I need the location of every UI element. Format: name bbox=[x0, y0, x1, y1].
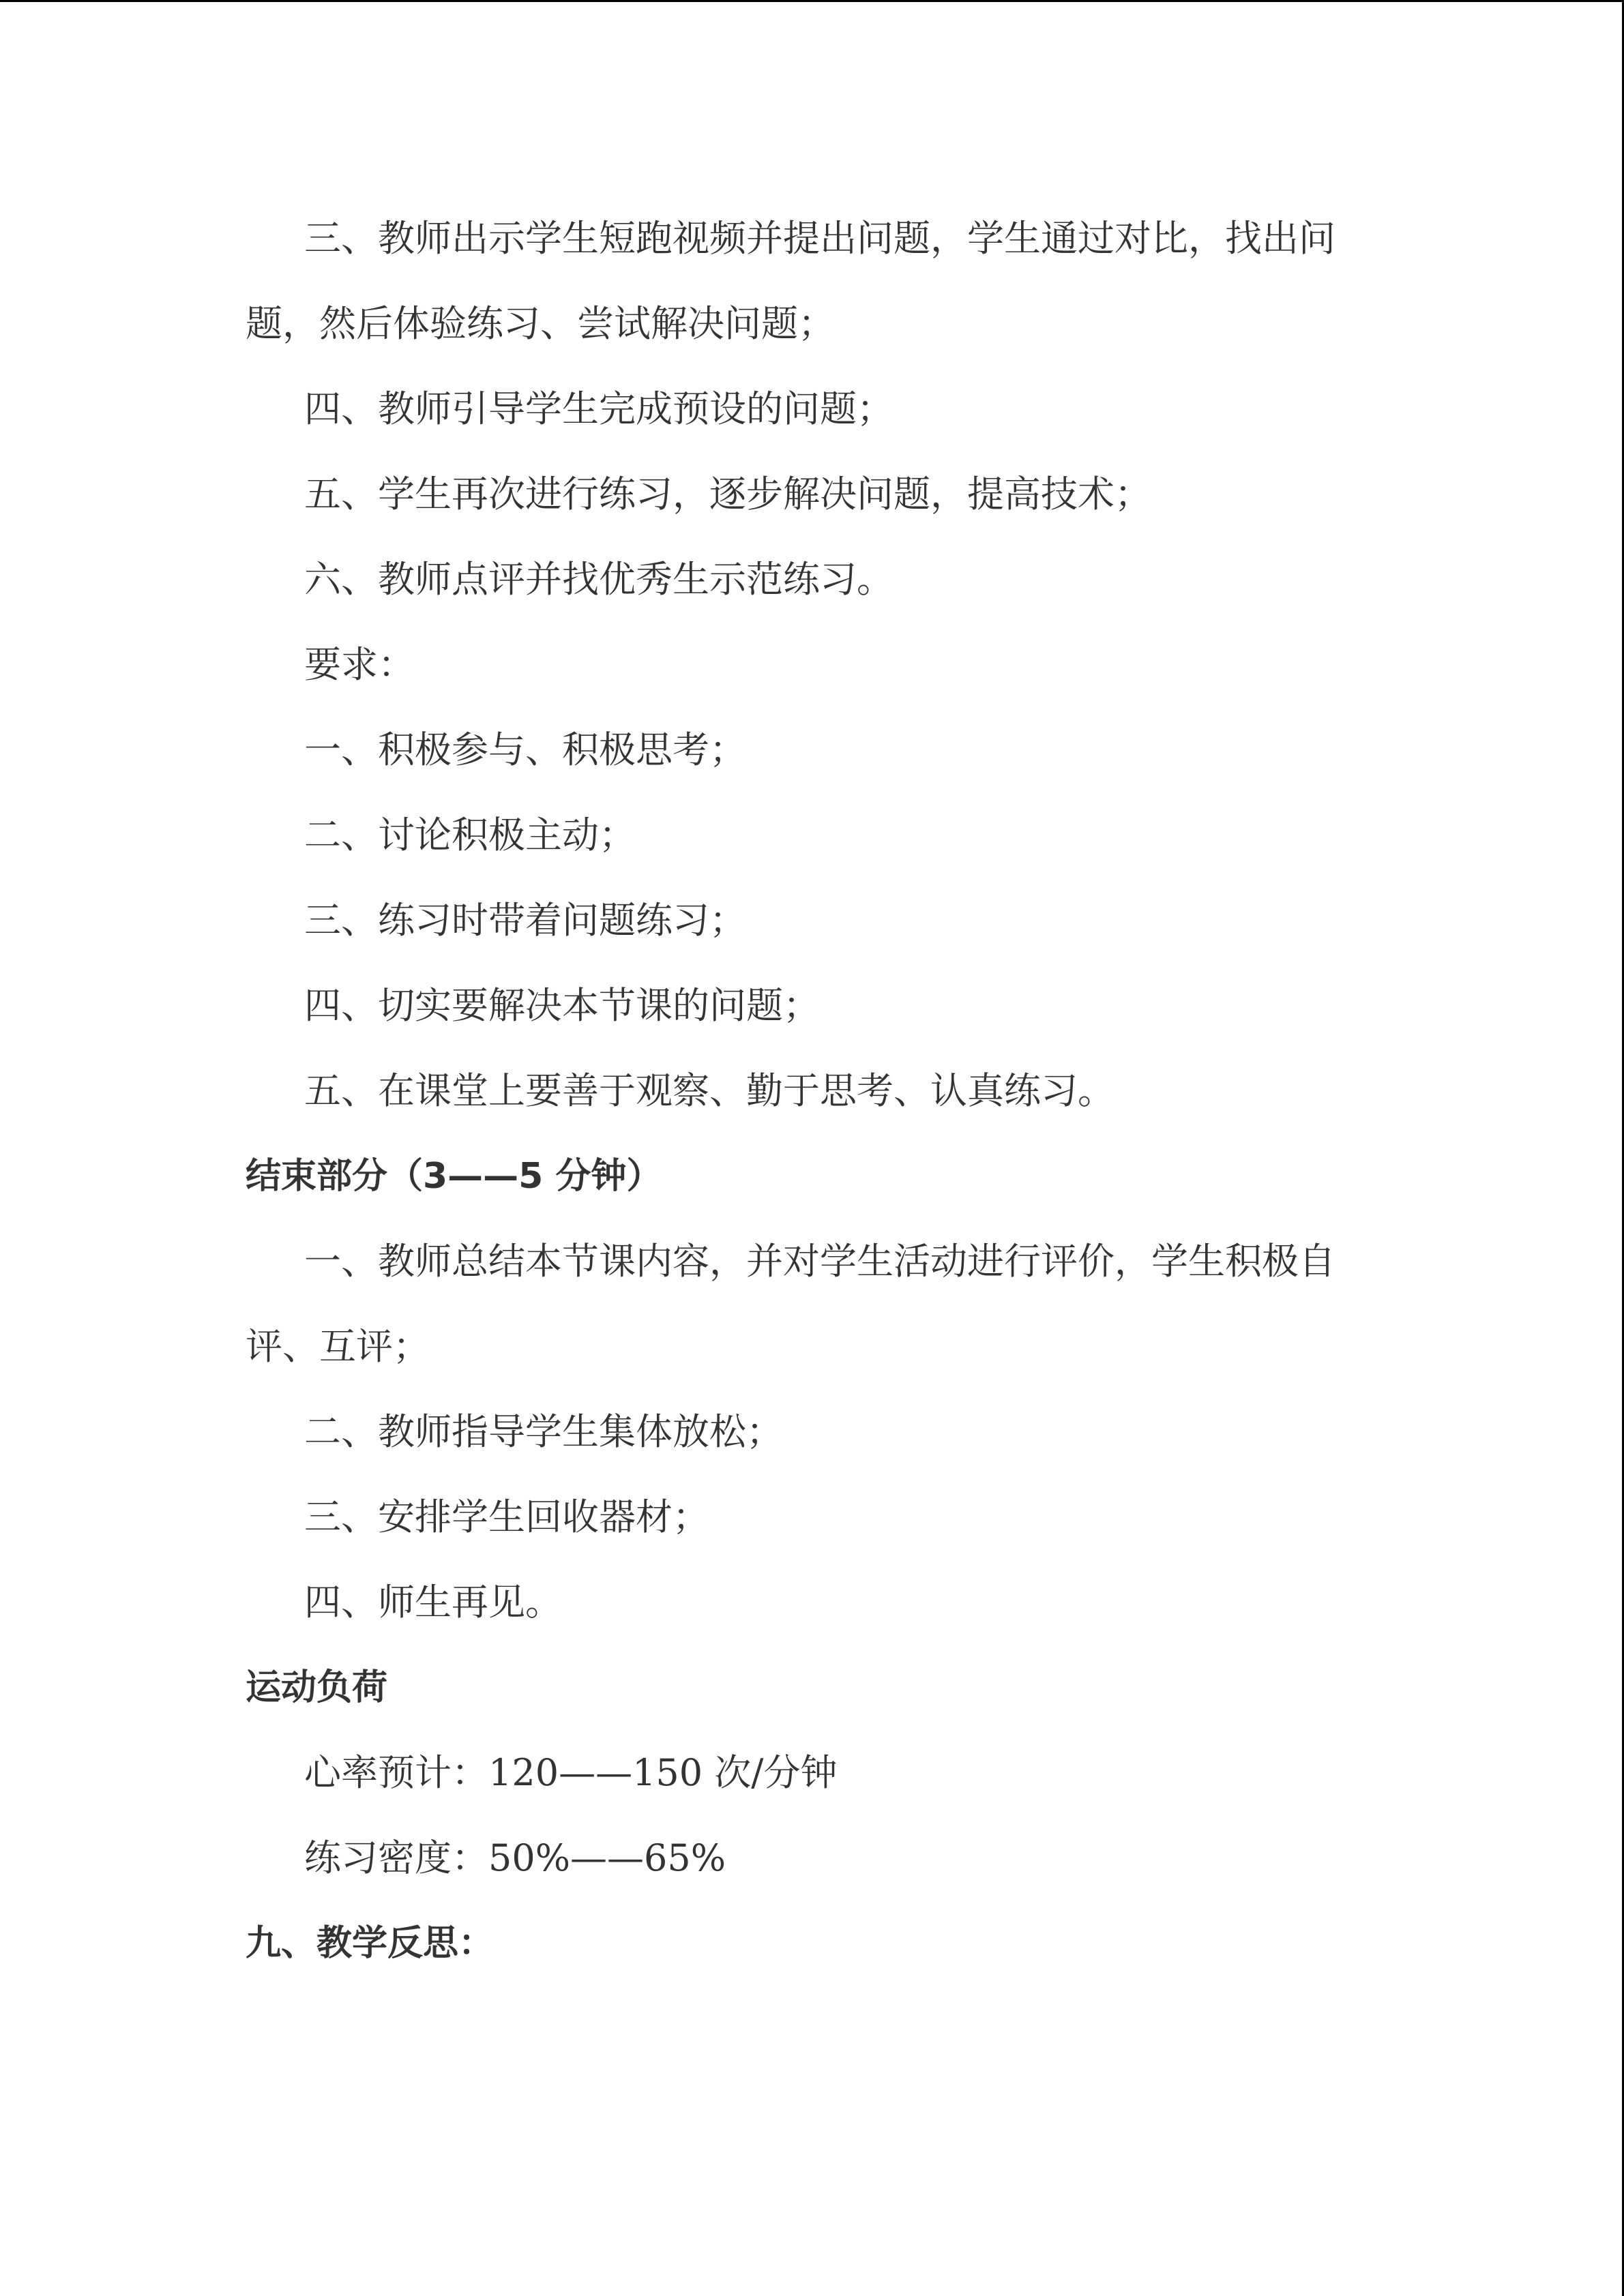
top-border bbox=[0, 0, 1624, 2]
section-heading: 结束部分（3——5 分钟） bbox=[246, 1156, 662, 1197]
paragraph-line: 三、教师出示学生短跑视频并提出问题，学生通过对比，找出问 bbox=[304, 217, 1335, 260]
section-heading: 九、教学反思： bbox=[246, 1923, 494, 1964]
paragraph-line: 五、学生再次进行练习，逐步解决问题，提高技术； bbox=[304, 473, 1151, 516]
paragraph-line: 三、练习时带着问题练习； bbox=[304, 899, 746, 942]
paragraph-line: 一、教师总结本节课内容，并对学生活动进行评价，学生积极自 bbox=[304, 1240, 1335, 1283]
paragraph-line: 三、安排学生回收器材； bbox=[304, 1495, 709, 1538]
paragraph-line: 评、互评； bbox=[246, 1325, 430, 1368]
paragraph-line: 五、在课堂上要善于观察、勤于思考、认真练习。 bbox=[304, 1069, 1114, 1112]
paragraph-line: 四、切实要解决本节课的问题； bbox=[304, 984, 820, 1027]
paragraph-line: 题，然后体验练习、尝试解决问题； bbox=[246, 302, 835, 345]
paragraph-line: 练习密度：50%——65% bbox=[304, 1836, 726, 1879]
paragraph-line: 六、教师点评并找优秀生示范练习。 bbox=[304, 558, 894, 601]
section-heading: 运动负荷 bbox=[246, 1667, 388, 1708]
paragraph-line: 二、教师指导学生集体放松； bbox=[304, 1410, 783, 1453]
paragraph-line: 一、积极参与、积极思考； bbox=[304, 728, 746, 771]
paragraph-line: 心率预计：120——150 次/分钟 bbox=[304, 1751, 838, 1794]
paragraph-line: 四、师生再见。 bbox=[304, 1581, 562, 1624]
paragraph-line: 二、讨论积极主动； bbox=[304, 814, 636, 856]
paragraph-line: 四、教师引导学生完成预设的问题； bbox=[304, 387, 894, 430]
paragraph-line: 要求： bbox=[304, 643, 415, 686]
